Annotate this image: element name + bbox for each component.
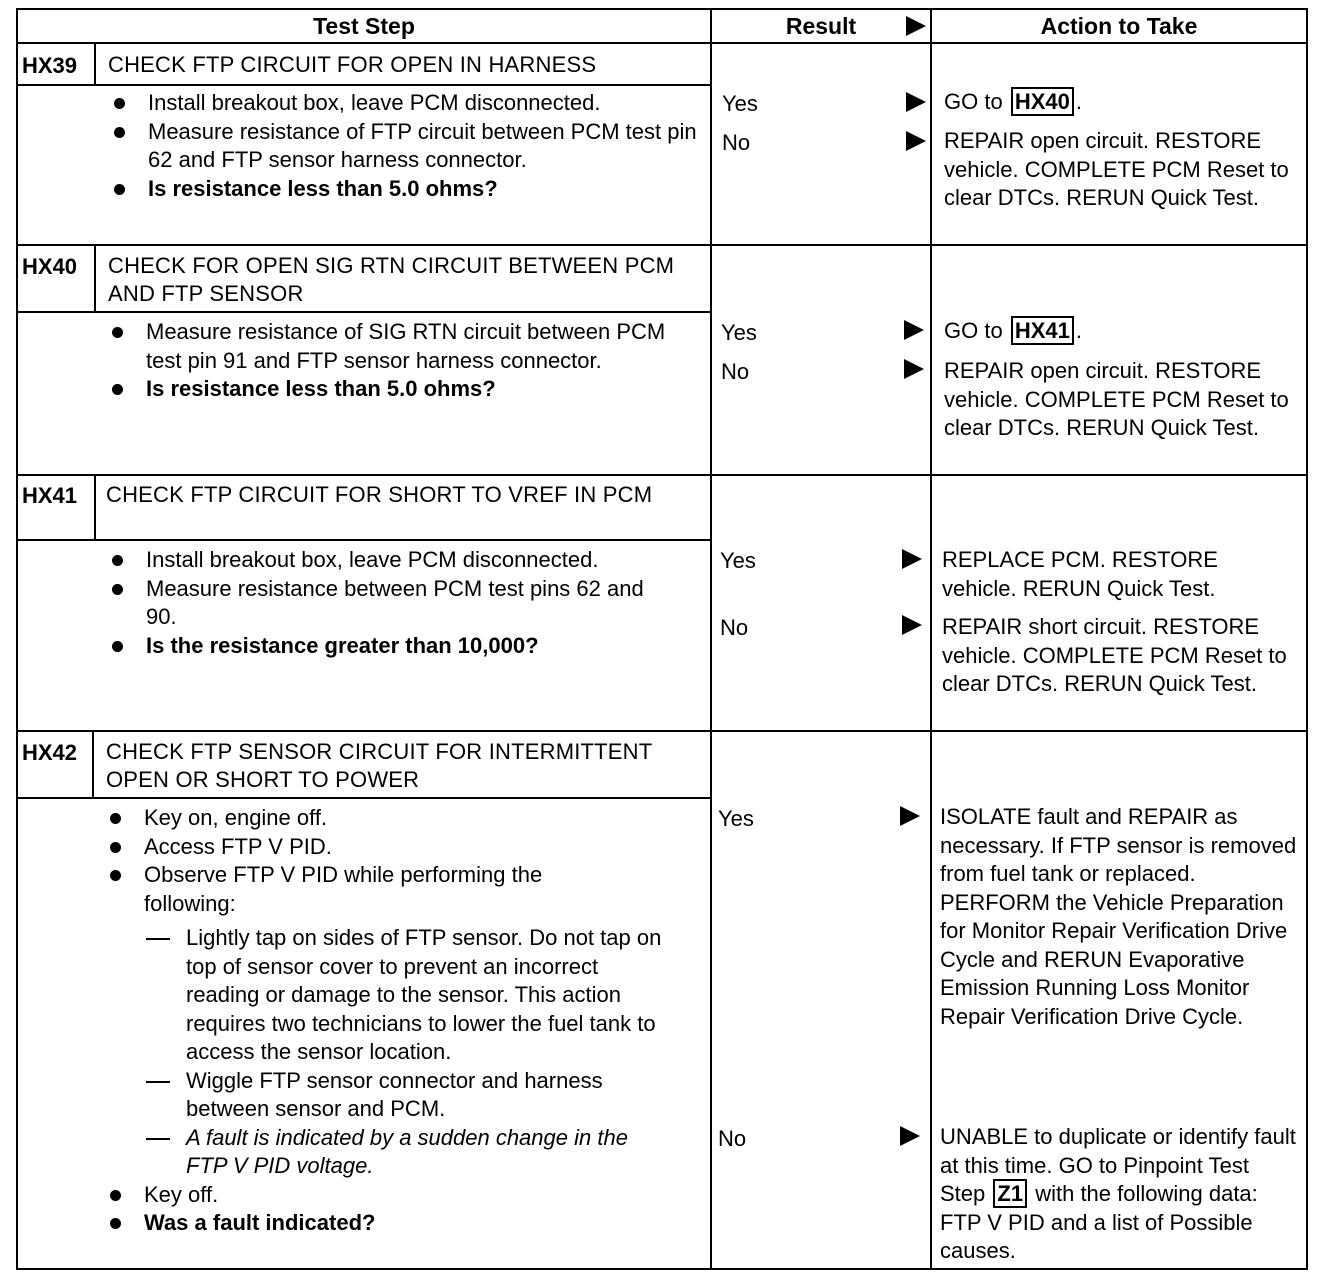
action-text: UNABLE to duplicate or identify fault at this time. GO to Pinpoint Test Step <box>940 1124 1296 1206</box>
instruction-item: Measure resistance between PCM test pins 62 and 90. <box>106 575 656 632</box>
step-id-divider <box>92 730 94 798</box>
instruction-item: Access FTP V PID. <box>104 833 694 862</box>
row-separator <box>16 244 1308 246</box>
arrow-icon <box>902 615 922 635</box>
arrow-icon <box>904 320 924 340</box>
step-id: HX39 <box>22 53 78 78</box>
step-reference[interactable]: HX40 <box>1011 87 1074 116</box>
arrow-icon <box>906 92 926 112</box>
step-id: HX42 <box>22 740 78 765</box>
result-yes: Yes <box>722 91 758 116</box>
title-underline <box>16 84 710 86</box>
action-text: with the following data: FTP V PID and a list of Possible causes. <box>940 1181 1258 1263</box>
action-no <box>940 1123 1300 1266</box>
result-no: No <box>721 359 750 384</box>
step-title: CHECK FTP CIRCUIT FOR OPEN IN HARNESS <box>108 52 597 77</box>
action-no: REPAIR open circuit. RESTORE vehicle. COMPLETE PCM Reset to clear DTCs. RERUN Quick Test. <box>944 358 1289 440</box>
instruction-item: Measure resistance of SIG RTN circuit between PCM test pin 91 and FTP sensor harness connector. <box>106 318 696 375</box>
title-underline <box>16 797 710 799</box>
instruction-question: Is resistance less than 5.0 ohms? <box>106 375 696 404</box>
instruction-item: Install breakout box, leave PCM disconnected. <box>106 546 696 575</box>
action-no: REPAIR short circuit. RESTORE vehicle. COMPLETE PCM Reset to clear DTCs. RERUN Quick Test. <box>942 614 1287 696</box>
sub-instruction-item: A fault is indicated by a sudden change in the FTP V PID voltage. <box>144 1124 666 1181</box>
arrow-icon <box>902 549 922 569</box>
step-id: HX40 <box>22 254 78 279</box>
arrow-icon <box>904 359 924 379</box>
arrow-icon <box>906 131 926 151</box>
step-instructions <box>104 804 694 1238</box>
step-reference[interactable]: Z1 <box>993 1179 1027 1208</box>
sub-instruction-item: Lightly tap on sides of FTP sensor. Do not tap on top of sensor cover to prevent an incorrect reading or damage to the sensor. This action requires two technicians to lower the fuel tank to access the sensor location. <box>144 924 674 1067</box>
instruction-item <box>104 861 694 1181</box>
step-id: HX41 <box>22 483 78 508</box>
table-left-border <box>16 8 18 1270</box>
step-title: CHECK FTP CIRCUIT FOR SHORT TO VREF IN PCM <box>106 482 653 507</box>
action-text: . <box>1075 318 1082 343</box>
instruction-item: Key on, engine off. <box>104 804 694 833</box>
result-yes: Yes <box>720 548 756 573</box>
instruction-item: Install breakout box, leave PCM disconnected. <box>108 89 698 118</box>
step-instructions <box>108 89 698 203</box>
arrow-icon <box>900 806 920 826</box>
title-underline <box>16 539 710 541</box>
step-title: CHECK FOR OPEN SIG RTN CIRCUIT BETWEEN PCM AND FTP SENSOR <box>108 253 675 306</box>
instruction-question: Was a fault indicated? <box>104 1209 694 1238</box>
result-yes: Yes <box>721 320 757 345</box>
result-no: No <box>718 1126 747 1151</box>
result-no: No <box>722 130 751 155</box>
row-separator <box>16 474 1308 476</box>
action-yes: REPLACE PCM. RESTORE vehicle. RERUN Quick Test. <box>942 547 1218 601</box>
instruction-text: Observe FTP V PID while performing the following: <box>144 862 543 916</box>
step-instructions <box>106 318 696 404</box>
column-divider-1 <box>710 8 712 1270</box>
step-reference[interactable]: HX41 <box>1011 316 1074 345</box>
result-yes: Yes <box>718 806 754 831</box>
header-arrow-icon <box>906 16 926 36</box>
step-id-divider <box>94 44 96 84</box>
instruction-item: Key off. <box>104 1181 694 1210</box>
table-bottom-border <box>16 1268 1308 1270</box>
action-yes <box>944 317 1304 346</box>
column-divider-2 <box>930 8 932 1270</box>
sub-instructions <box>144 924 694 1181</box>
result-no: No <box>720 615 749 640</box>
header-test-step: Test Step <box>16 8 712 44</box>
title-underline <box>16 311 710 313</box>
action-text: GO to <box>944 89 1003 114</box>
action-yes <box>944 88 1304 117</box>
action-no: REPAIR open circuit. RESTORE vehicle. COMPLETE PCM Reset to clear DTCs. RERUN Quick Test. <box>944 128 1289 210</box>
instruction-question: Is the resistance greater than 10,000? <box>106 632 696 661</box>
row-separator <box>16 730 1308 732</box>
action-text: . <box>1075 89 1082 114</box>
action-yes: ISOLATE fault and REPAIR as necessary. If FTP sensor is removed from fuel tank or replaced. PERFORM the Vehicle Preparation for Monitor Repair Verification Drive Cycle and RERUN Evaporative Emission Running Loss Monitor Repair Verification Drive Cycle. <box>940 804 1297 1029</box>
arrow-icon <box>900 1126 920 1146</box>
header-result: Result <box>712 8 930 44</box>
action-text: GO to <box>944 318 1003 343</box>
sub-instruction-item: Wiggle FTP sensor connector and harness between sensor and PCM. <box>144 1067 686 1124</box>
step-instructions <box>106 546 696 660</box>
instruction-question: Is resistance less than 5.0 ohms? <box>108 175 698 204</box>
table-right-border <box>1306 8 1308 1270</box>
step-id-divider <box>94 244 96 312</box>
header-action: Action to Take <box>930 8 1308 44</box>
instruction-item: Measure resistance of FTP circuit between PCM test pin 62 and FTP sensor harness connector. <box>108 118 698 175</box>
step-id-divider <box>94 474 96 540</box>
step-title: CHECK FTP SENSOR CIRCUIT FOR INTERMITTENT OPEN OR SHORT TO POWER <box>106 739 653 792</box>
